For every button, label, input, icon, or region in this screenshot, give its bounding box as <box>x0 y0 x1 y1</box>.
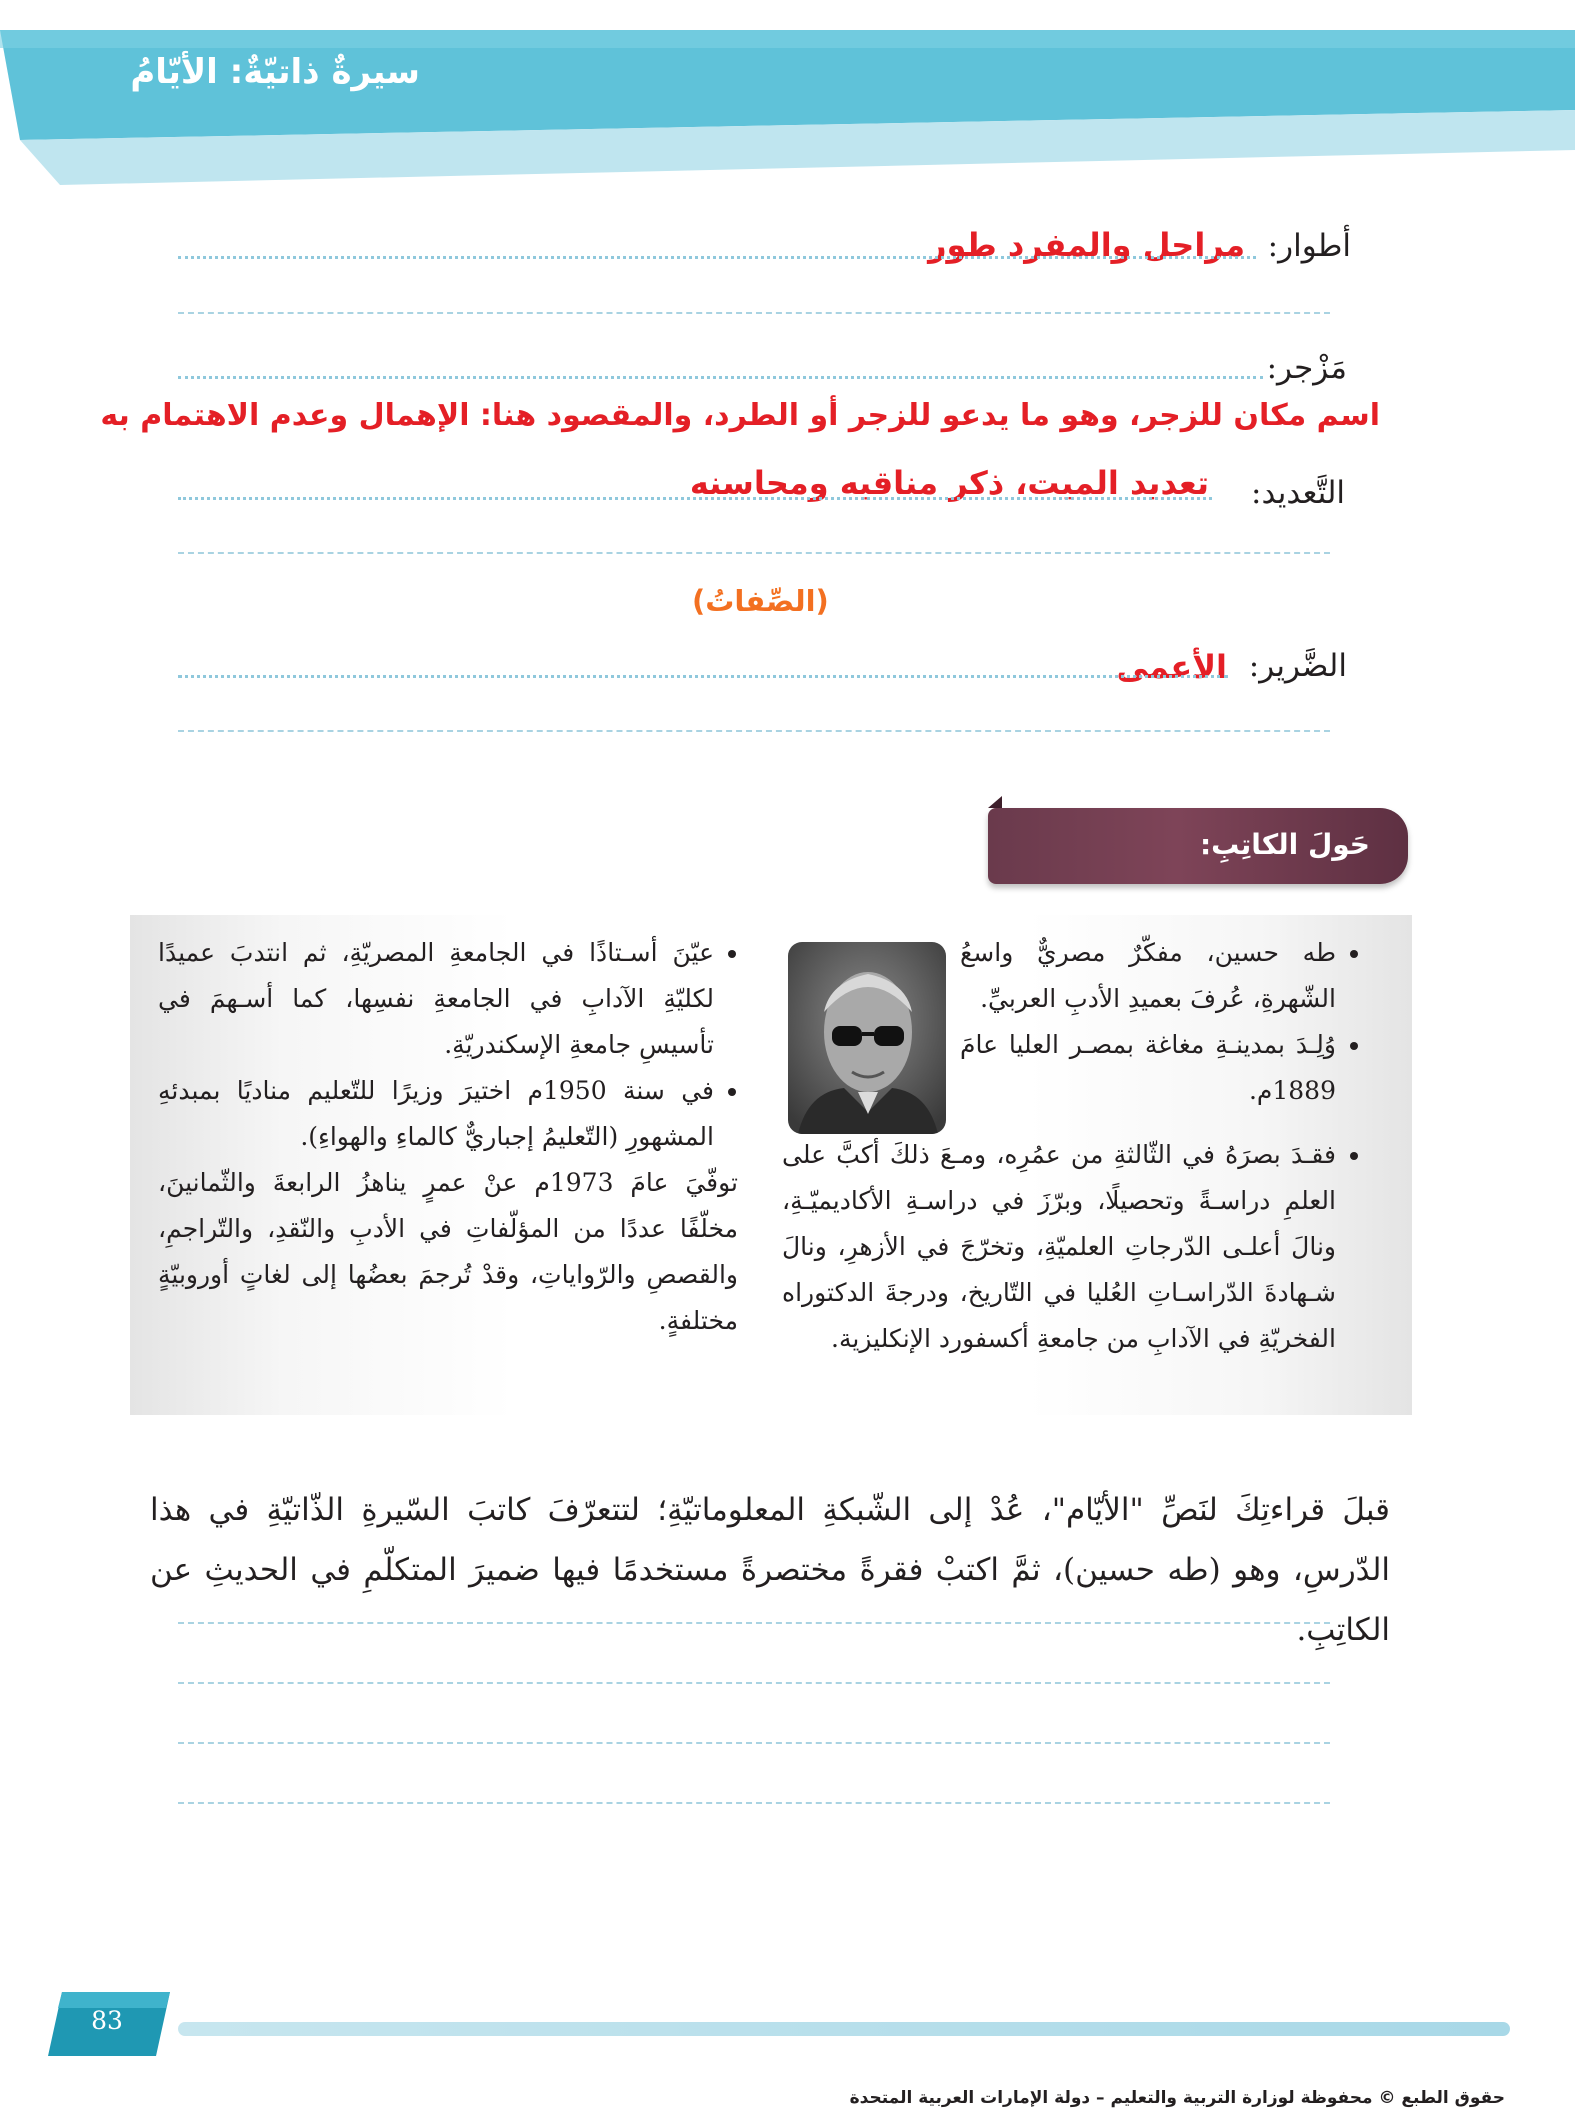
vocab-label-atwar: أطوار: <box>1267 228 1351 264</box>
header-banner <box>0 0 1575 200</box>
page-title: سيرةٌ ذاتيّةٌ: الأيّامُ <box>130 52 420 92</box>
bio-bullet: • وُلِـدَ بمدينـةِ مغاغة بمصـر العليا عامَ 1889م. <box>960 1022 1336 1114</box>
answer-line <box>178 312 1330 314</box>
answer-line <box>178 730 1330 732</box>
answer-line <box>178 675 1228 678</box>
tab-fold <box>988 796 1002 808</box>
section-note: (الصِّفاتُ) <box>692 584 829 618</box>
vocab-answer-tadeed: تعديد الميت، ذكر مناقبه ومحاسنه <box>689 464 1209 502</box>
bio-bullet: • فقـدَ بصرَهُ في الثّالثةِ من عمُرِه، ومـعَ ذلكَ أكبَّ على العلمِ دراسـةً وتحصيلًا، وبرّزَ في دراسـةِ الأكاديميّـةِ، ونالَ أعلـى الدّرجاتِ العلميّةِ، وتخرّجَ في الأزهرِ، ونالَ شـهادةَ الدّراسـاتِ العُليا في التّاريخ، ودرجةَ الدكتوراه الفخريّةِ في الآدابِ من جامعةِ أكسفورد الإنكليزية. <box>782 1132 1336 1362</box>
answer-line <box>178 376 1263 379</box>
author-portrait <box>788 942 946 1134</box>
writing-line <box>178 1742 1330 1744</box>
vocab-label-tadeed: التَّعديد: <box>1251 475 1345 511</box>
bio-right-column-bottom <box>782 1132 1360 1362</box>
writing-line <box>178 1682 1330 1684</box>
vocab-answer-dareer: الأعمى <box>1116 648 1227 686</box>
task-instructions: قبلَ قراءتِكَ لنَصِّ "الأيّام"، عُدْ إلى الشّبكةِ المعلوماتيّةِ؛ لتتعرّفَ كاتبَ السّيرةِ الذّاتيّةِ في هذا الدّرسِ، وهو (طه حسين)، ثمَّ اكتبْ فقرةً مختصرةً مستخدمًا فيها ضميرَ المتكلّمِ في الحديثِ عن الكاتِبِ. <box>150 1492 1390 1648</box>
bio-right-column-top <box>960 930 1360 1114</box>
copyright-notice: حقوق الطبع © محفوظة لوزارة التربية والتعليم – دولة الإمارات العربية المتحدة <box>849 2088 1505 2108</box>
vocab-answer-mazjar: اسم مكان للزجر، وهو ما يدعو للزجر أو الطرد، والمقصود هنا: الإهمال وعدم الاهتمام به <box>100 398 1380 433</box>
page-number: 83 <box>91 2006 123 2035</box>
bio-paragraph: توفّيَ عامَ 1973م عنْ عمرٍ يناهزُ الرابعةَ والثّمانينَ، مخلّفًا عددًا من المؤلّفاتِ في الأدبِ والنّقدِ، والتّراجمِ، والقصصِ والرّواياتِ، وقدْ تُرجمَ بعضُها إلى لغاتٍ أوروبيّةٍ مختلفةٍ. <box>158 1168 738 1335</box>
vocab-label-mazjar: مَزْجر: <box>1266 350 1347 386</box>
about-author-tab <box>988 808 1408 884</box>
answer-line <box>178 497 1212 500</box>
footer-bar <box>178 2022 1510 2036</box>
about-author-title: حَولَ الكاتِبِ: <box>1199 828 1370 861</box>
vocab-answer-atwar: مراحل والمفرد طور <box>928 226 1245 264</box>
writing-line <box>178 1622 1330 1624</box>
bio-bullet: • في سنة 1950م اختيرَ وزيرًا للتّعليم مناديًا بمبدئهِ المشهورِ (التّعليمُ إجباريٌّ كالماءِ والهواءِ). <box>158 1068 714 1160</box>
bio-bullet: • طه حسين، مفكّرٌ مصريٌّ واسعُ الشّهرةِ، عُرفَ بعميدِ الأدبِ العربيِّ. <box>960 930 1336 1022</box>
writing-line <box>178 1802 1330 1804</box>
bio-bullet: • عيّنَ أسـتاذًا في الجامعةِ المصريّةِ، ثم انتدبَ عميدًا لكليّةِ الآدابِ في الجامعةِ نفسِها، كما أسـهمَ في تأسيسِ جامعةِ الإسكندريّةِ. <box>158 930 714 1068</box>
answer-line <box>178 552 1330 554</box>
answer-line <box>178 256 1256 259</box>
vocab-label-dareer: الضَّرير: <box>1248 648 1347 684</box>
bio-left-column <box>158 930 738 1344</box>
